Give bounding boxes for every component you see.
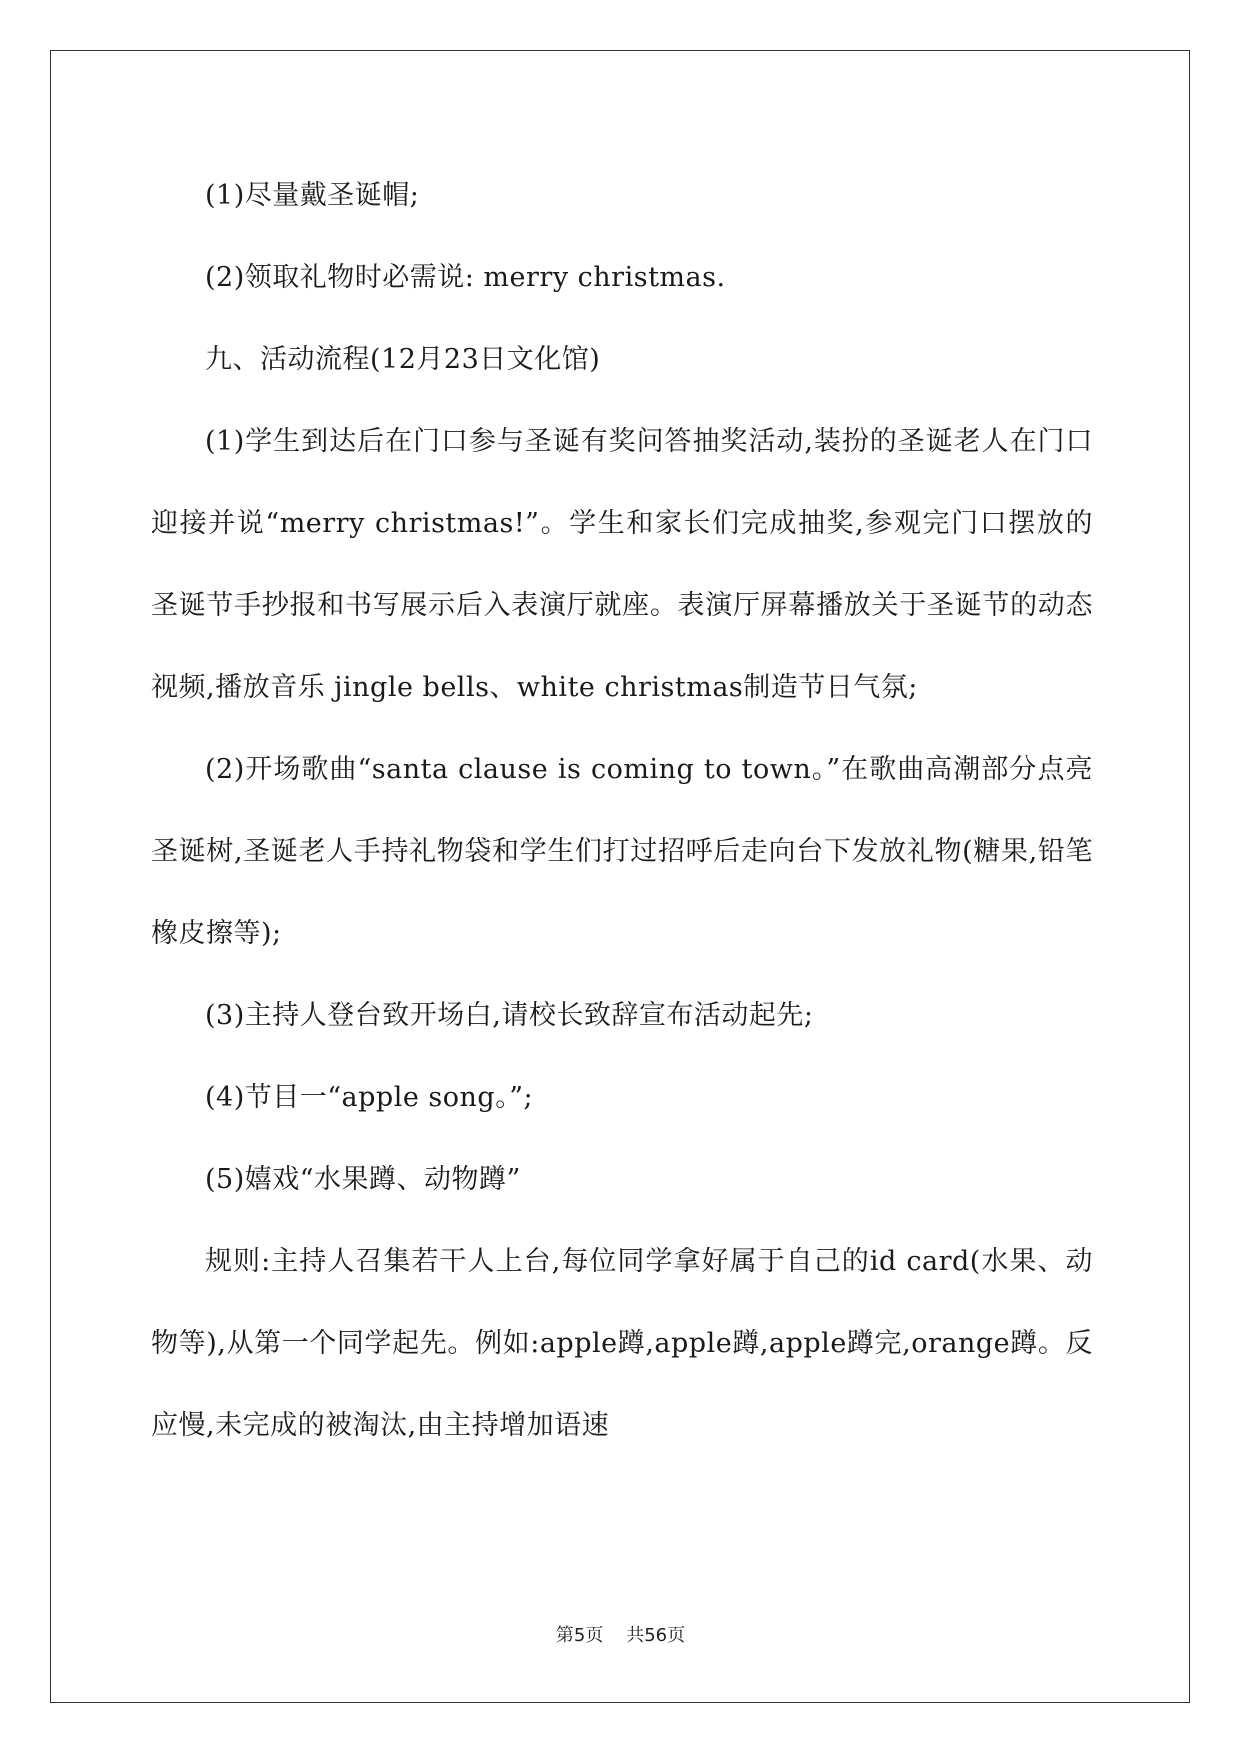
page-total: 共56页 <box>626 1625 686 1646</box>
paragraph-wear-hat: (1)尽量戴圣诞帽; <box>205 180 420 211</box>
paragraph-step-2: (2)开场歌曲“santa clause is coming to town。”在歌曲高潮部分点亮圣诞树,圣诞老人手持礼物袋和学生们打过招呼后走向台下发放礼物(糖果,铅笔橡皮擦等); <box>151 754 1093 949</box>
paragraph-say-merry-christmas: (2)领取礼物时必需说: merry christmas. <box>205 262 726 293</box>
section-heading-activity-flow: 九、活动流程(12月23日文化馆) <box>205 344 601 375</box>
paragraph-step-3: (3)主持人登台致开场白,请校长致辞宣布活动起先; <box>205 1000 814 1031</box>
page-number: 第5页 <box>555 1625 604 1646</box>
page-footer <box>0 1621 1241 1647</box>
paragraph-step-1: (1)学生到达后在门口参与圣诞有奖问答抽奖活动,装扮的圣诞老人在门口迎接并说“merry christmas!”。学生和家长们完成抽奖,参观完门口摆放的圣诞节手抄报和书写展示后入表演厅就座。表演厅屏幕播放关于圣诞节的动态视频,播放音乐 jingle bells、white christmas制造节日气氛; <box>151 426 1093 703</box>
paragraph-rules: 规则:主持人召集若干人上台,每位同学拿好属于自己的id card(水果、动物等),从第一个同学起先。例如:apple蹲,apple蹲,apple蹲完,orange蹲。反应慢,未完成的被淘汰,由主持增加语速 <box>151 1246 1093 1441</box>
document-body <box>151 155 1093 1467</box>
paragraph-step-4: (4)节目一“apple song。”; <box>205 1082 534 1113</box>
paragraph-step-5: (5)嬉戏“水果蹲、动物蹲” <box>205 1164 521 1195</box>
